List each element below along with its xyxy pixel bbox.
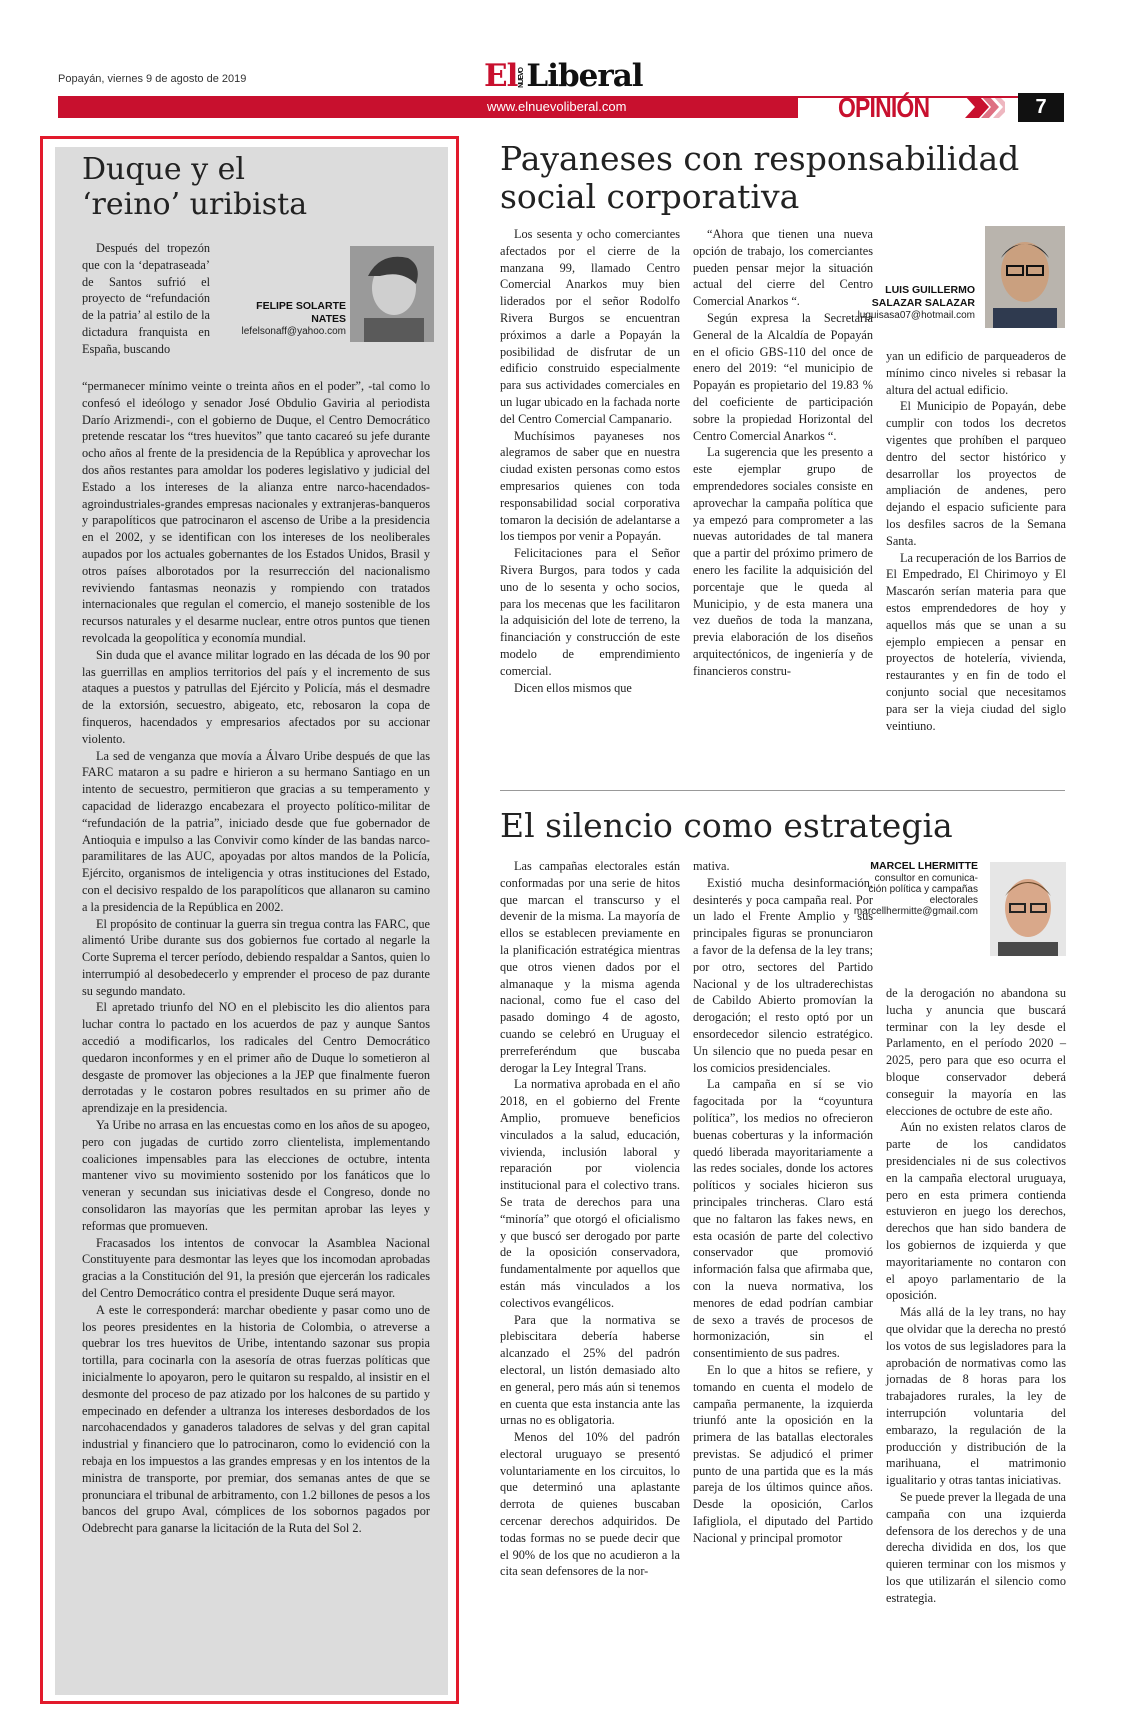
article1-paragraph: El apretado triunfo del NO en el plebiscito les dio alientos para luchar contra lo pactado en los acuerdos de paz y aunque Santos accedió a modificarlos, los radicales del Centro Democrático quedaron inconformes y en el primer año de Duque lo sometieron al desgaste de promover las objeciones a la JEP que finalmente fueron derrotadas y le costaron pobres resultados en su primer año de aprendizaje en la presidencia. [82, 1000, 430, 1116]
logo-el: El [484, 58, 518, 94]
article3-paragraph: Menos del 10% del padrón electoral uruguayo se presentó voluntariamente en los circuitos, lo que determinó una aplastante derrota de quienes buscaban cercenar derechos adquiridos. De todas formas no se puede decir que el 90% de los que no acudieron a la cita sean defensores de la nor- [500, 1430, 680, 1579]
article1-title [82, 153, 412, 222]
article3-paragraph: Existió mucha desinformación, desinterés y poca campaña real. Por un lado el Frente Amplio y sus principales figuras se pronunciaron a favor de la defensa de la ley trans; por otro, sectores del Partido Nacional y de los ultraderechistas de Cabildo Abierto promovían la derogación; el resto optó por un ensordecedor silencio estratégico. Un silencio que no pueda pesar en los comicios presidenciales. [693, 875, 873, 1075]
article2-paragraph: El Municipio de Popayán, debe cumplir con todos los decretos vigentes que prohíben el parqueo dentro del sector histórico y desarrollar los proyectos de ampliación de andenes, pero dejando el espacio suficiente para los desfiles sacros de la Semana Santa. [886, 399, 1066, 548]
article1-paragraph: “permanecer mínimo veinte o treinta años en el poder”, -tal como lo confesó el ideólogo y senador José Obdulio Gaviria al periodista Darío Arizmendi-, con el gobierno de Duque, el Centro Democrático pretende rescatar los “tres huevitos” que tanto cacareó su jefe durante ocho años al frente de la presidencia de la República y aprovechar los dos años restantes para amoldar los poderes legislativo y judicial del Estado a los intereses de la alianza entre narco-hacendados-agroindustriales-grandes empresas nacionales y extranjeras-banqueros y parapolíticos que patrocinaron el ascenso de Uribe a la presidencia en el 2002, y se identifican con los intereses de los neoliberales aupados por los actuales gobernantes de los Estados Unidos, Brasil y otros países alborotados por la resurrección del nacionalismo reviviendo fantasmas neonazis y rompiendo con tratados internacionales que regulan el comercio, el manejo sostenible de los recursos naturales y el desarme nuclear, entre otros puntos que tienen revolcada la geopolítica y economía mundial. [82, 379, 430, 645]
article2-paragraph: Los sesenta y ocho comerciantes afectados por el cierre de la manzana 99, llamado Centro Comercial Anarkos muy bien liderados por el señor Rodolfo Rivera Burgos se encuentran próximos a darle a Popayán la posibilidad de disfrutar de un edificio construido especialmente para sus actividades comerciales en un lugar ubicado en la fachada norte del Centro Comercial Campanario. [500, 227, 680, 426]
logo-nuevo: NUEVO [518, 67, 526, 88]
article2-paragraph: Según expresa la Secretaria General de la Alcaldía de Popayán en el oficio GBS-110 del once de enero del 2019: “el municipio de Popayán es propietario del 19.83 % del coeficiente de participación sobre la propiedad Horizontal del Centro Comercial Anarkos “. [693, 310, 873, 443]
site-url[interactable]: www.elnuevoliberal.com [487, 99, 627, 114]
article2-paragraph: La recuperación de los Barrios de El Empedrado, El Chirimoyo y El Mascarón serían materia para que estos emprendedores de hoy y aquellos más que se unan a su ejemplo empiecen a pensar en proyectos de hotelería, vivienda, restaurantes y en fin de todo el conjunto social que necesitamos para ser la vieja ciudad del siglo veintiuno. [886, 550, 1066, 733]
article2-paragraph: Felicitaciones para el Señor Rivera Burgos, para todos y cada uno de lo sesenta y ocho socios, para los mecenas que les facilitaron la adquisición del lote de terreno, la financiación y construcción de este modelo de emprendimiento comercial. [500, 546, 680, 678]
article3-paragraph: mativa. [693, 859, 730, 873]
article1-paragraph: El propósito de continuar la guerra sin tregua contra las FARC, que alimentó Uribe durante sus dos gobiernos fue cortado al negarle la Corte Suprema el tercer período, debiendo respaldar a Santos, quien lo interrumpió al desobedecerlo y emprender el proceso de paz durante su segundo mandato. [82, 916, 430, 998]
article2-title-line1: Payaneses con responsabilidad [500, 139, 1020, 178]
article3-paragraph: Aún no existen relatos claros de parte de los candidatos presidenciales ni de sus colectivos en la campaña electoral uruguaya, pero en esta primera contienda estuvieron en juego los derechos, derechos que han sido bandera de los gobiernos de izquierda y que mayoritariamente no contaron con el apoyo parlamentario de la oposición. [886, 1120, 1066, 1303]
article3-paragraph: Las campañas electorales están conformadas por una serie de hitos que marcan el transcurso y el devenir de la misma. La mayoría de ellos se establecen previamente en la planificación estratégica mientras que otros vienen dados por el almanaque y la misma agenda nacional, como fue el caso del pasado domingo 4 de agosto, cuando se celebró en Uruguay el prerreferéndum que buscaba derogar la Ley Integral Trans. [500, 859, 680, 1075]
article2-paragraph: “Ahora que tienen una nueva opción de trabajo, los comerciantes pueden pensar mejor la situación actual del cierre del Centro Comercial Anarkos “. [693, 227, 873, 309]
article1-intro [82, 240, 210, 358]
issue-date: Popayán, viernes 9 de agosto de 2019 [58, 73, 247, 85]
article2-author-email: luguisasa07@hotmail.com [857, 310, 975, 321]
article1-paragraph: La sed de venganza que movía a Álvaro Uribe después de que las FARC mataron a su padre e hirieron a su hermano Santiago en un intento de secuestro, permitieron que gracias a su temperamento y capacidad de liderazgo encabezara el proyecto político-militar de “refundación de la patria”, iniciado desde que fue gobernador de Antioquia e impulso a las Convivir como kínder de las bandas narco-paramilitares de las AUC, apoyadas por altos mandos de la Policía, Ejército, organismos de inteligencia y otras instituciones del Estado, con el decisivo respaldo de los parapolíticos que allanaron su camino a la presidencia de la República en 2002. [82, 748, 430, 914]
article3-author-role-line2: ción política y campañas [868, 884, 978, 895]
article3-paragraph: La campaña en sí se vio fagocitada por la “coyuntura política”, los medios no ofrecieron buenas coberturas y la información quedó liberada mayoritariamente a las redes sociales, donde los actores políticos y sociales hicieron sus principales trincheras. Claro está que no faltaron las fakes news, en esta ocasión de parte del colectivo conservador que promovió información falsa que afirmaba que, con la nueva normativa, los menores de edad podrían cambiar de sexo a través de procesos de hormonización, sin el consentimiento de sus padres. [693, 1077, 873, 1361]
author-portrait-icon [985, 226, 1065, 328]
article3-author-photo [990, 862, 1066, 956]
section-title: OPINIÓN [838, 92, 930, 123]
article1-author-line2: NATES [311, 313, 346, 325]
article1-paragraph: A este le corresponderá: marchar obediente y pasar como uno de los peores presidentes en la historia de Colombia, o atreverse a quebrar los tres huevitos de Uribe, intentando sazonar sus propia tortilla, para cocinarla con la asesoría de otras fuerzas políticas que inicialmente lo apoyaron, pero le quitaron su respaldo, al insistir en el desmonte del proceso de paz atizado por los halcones de su partido y empecinado en defender a ultranza los intereses desbordados de los narcohacendados y ganaderos taladores de selvas y del gran capital industrial y financiero que lo patrocinaron, como lo evidenció con la rebaja en los impuestos a las grandes empresas y en los intentos de la ministra de transporte, por premiar, dos semanas antes de que se pronunciara el tribunal de arbitramento, con 1.2 billones de pesos a los bancos del grupo Aval, cómplices de los sobornos pagados por Odebrecht para ganarse la licitación de la Ruta del Sol 2. [82, 1302, 430, 1536]
article3-column1 [500, 858, 680, 1580]
article1-author-photo [350, 246, 434, 342]
article2-paragraph: Dicen ellos mismos que [514, 680, 632, 695]
article3-author-name: MARCEL LHERMITTE [870, 860, 978, 872]
author-portrait-icon [350, 246, 434, 342]
article2-author-photo [985, 226, 1065, 328]
author-portrait-icon [990, 862, 1066, 956]
article2-column1 [500, 226, 680, 696]
article1-paragraph: Fracasados los intentos de convocar la Asamblea Nacional Constituyente para desmontar las leyes que los incomodan aprobadas gracias a la Constitución del 91, la presión que ejercerán los radicales del Centro Democrático contra el presidente Duque será mayor. [82, 1235, 430, 1301]
section-divider [500, 790, 1065, 791]
article1-intro-text: Después del tropezón que con la ‘depatraseada’ de Santos sufrió el proyecto de “refundación de la patria’ al estilo de la dictadura franquista en España, buscando [82, 241, 210, 356]
article3-paragraph: En lo que a hitos se refiere, y tomando en cuenta el modelo de campaña permanente, la izquierda triunfó ante la oposición en la primera de las batallas electorales previstas. Se adjudicó el primer punto de una partida que es la más pareja de los últimos quince años. Desde la oposición, Carlos Iafigliola, el diputado del Partido Nacional y principal promotor [693, 1362, 873, 1545]
article2-column3 [886, 348, 1066, 734]
article1-title-line1: Duque y el [82, 152, 246, 187]
article1-body [82, 378, 430, 1537]
header-red-bar [58, 96, 798, 118]
logo-liberal: Liberal [526, 58, 643, 94]
article2-title-line2: social corporativa [500, 176, 800, 216]
article3-paragraph: Más allá de la ley trans, no hay que olvidar que la derecha no prestó los votos de sus legisladores para la aprobación de normativas como las jornadas de 8 horas para los trabajadores rurales, la ley de interrupción voluntaria del embarazo, la regulación de la producción y distribución de la marihuana, el matrimonio igualitario y otras tantas iniciativas. [886, 1305, 1066, 1488]
article2-paragraph: yan un edificio de parqueaderos de mínimo cinco niveles si rebasar la altura del actual edificio. [886, 349, 1066, 397]
article2-author-line1: LUIS GUILLERMO [885, 284, 975, 296]
article3-paragraph: de la derogación no abandona su lucha y anuncia que buscará terminar con la ley desde el Parlamento, en el período 2020 – 2025, pero para que eso ocurra el bloque conservador deberá conseguir la mayoría en las elecciones de octubre de este año. [886, 986, 1066, 1118]
article1-byline [218, 300, 346, 337]
article3-author-email: marcellhermitte@gmail.com [853, 906, 978, 917]
newspaper-logo [484, 58, 643, 94]
article2-author-line2: SALAZAR SALAZAR [871, 297, 975, 309]
article3-column3 [886, 985, 1066, 1606]
article2-title [500, 140, 1020, 216]
article1-paragraph: Sin duda que el avance militar logrado en las década de los 90 por las guerrillas en amplios territorios del país y el incremento de sus ataques a puestos y patrullas del Ejército y Policía, más el desmadre de la extorsión, secuestro, abigeato, etc, rebosaron la copa de finqueros, hacendados y empresarios afectados por su accionar violento. [82, 647, 430, 746]
article3-author-role-line3: electorales [929, 895, 978, 906]
article3-paragraph: Para que la normativa se plebiscitara debería haberse alcanzado el 25% del padrón electoral, un listón demasiado alto en general, pero más aún si tenemos en cuenta que esta instancia ante las urnas no es obligatoria. [500, 1312, 680, 1428]
article1-paragraph: Ya Uribe no arrasa en las encuestas como en los años de su apogeo, pero con jugadas de curtido zorro clientelista, implementando coaliciones impensables para las elecciones de octubre, intenta mantener vivo su movimiento sostenido por los fanáticos que lo veneran y secundan sus iniciativas desde el Congreso, donde no consolidaron las mayorías que les permitan aprobar las leyes y reformas que promueven. [82, 1118, 430, 1233]
article3-column2 [693, 858, 873, 1547]
article1-author-email: lefelsonaff@yahoo.com [241, 326, 346, 337]
article1-author-line1: FELIPE SOLARTE [256, 300, 346, 312]
page-number: 7 [1018, 93, 1064, 122]
article2-paragraph: Muchísimos payaneses nos alegramos de saber que en nuestra ciudad existen personas como estos empresarios quienes con toda responsabilidad social corporativa tomaron la decisión de adelantarse a los tiempos por venir a Popayán. [500, 428, 680, 544]
article3-author-role-line1: consultor en comunica- [874, 873, 978, 884]
chevron-decoration-icon [965, 96, 1005, 118]
article2-paragraph: La sugerencia que les presento a este ejemplar grupo de emprendedores sociales consiste en aprovechar la campaña política que ya empezó para comprometer a las nuevas autoridades de tal manera que a partir del próximo primero de enero les facilite la adquisición del porcentaje que le queda al Municipio, y de esta manera una vez dueños de toda la manzana, previa elaboración de los diseños arquitectónicos, de ingeniería y de financieros constru- [693, 445, 873, 678]
article3-paragraph: Se puede prever la llegada de una campaña con una izquierda defensora de los derechos y de una derecha dividida en dos, los que quieren terminar con los mismos y los que utilizarán el silencio como estrategia. [886, 1489, 1066, 1605]
article3-paragraph: La normativa aprobada en el año 2018, en el gobierno del Frente Amplio, promueve beneficios vinculados a la salud, educación, vivienda, inclusión laboral y reparación por violencia institucional para el colectivo trans. Se trata de derechos para una “minoría” que otorgó el oficialismo y que buscó ser derogado por parte de la oposición conservadora, fundamentalmente por aquellos que están más vinculados a los colectivos evangélicos. [500, 1077, 680, 1310]
article3-title: El silencio como estrategia [500, 806, 953, 845]
article2-column2 [693, 226, 873, 680]
article1-title-line2: ‘reino’ uribista [82, 186, 308, 222]
